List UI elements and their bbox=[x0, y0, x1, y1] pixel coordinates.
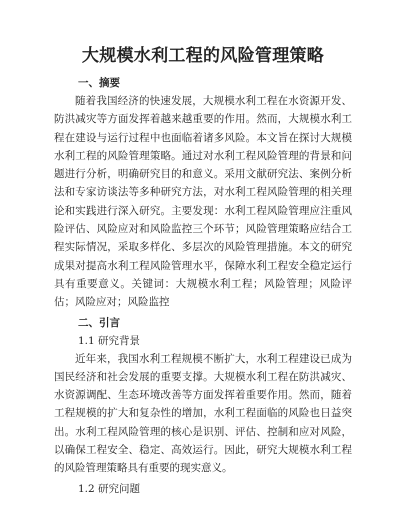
document-title: 大规模水利工程的风险管理策略 bbox=[81, 46, 325, 66]
background-heading: 1.1 研究背景 bbox=[78, 334, 141, 347]
intro-heading: 二、引言 bbox=[78, 316, 120, 329]
abstract-paragraph: 随着我国经济的快速发展，大规模水利工程在水资源开发、防洪减灾等方面发挥着越来越重要的作用。然而，大规模水利工程在建设与运行过程中也面临着诸多风险。本文旨在探讨大规模水利工程的风险管理策略。通过对水利工程风险管理的背景和问题进行分析，明确研究目的和意义。采用文献研究法、案例分析法和专家访谈法等多种研究方法，对水利工程风险管理的相关理论和实践进行深入研究。主要发现：水利工程风险管理应注重风险评估、风险应对和风险监控三个环节；风险管理策略应结合工程实际情况，采取多样化、多层次的风险管理措施。本文的研究成果对提高水利工程风险管理水平，保障水利工程安全稳定运行具有重要意义。关键词：大规模水利工程；风险管理；风险评估；风险应对；风险监控 bbox=[54, 95, 352, 309]
background-paragraph: 近年来，我国水利工程规模不断扩大，水利工程建设已成为国民经济和社会发展的重要支撑。大规模水利工程在防洪减灾、水资源调配、生态环境改善等方面发挥着重要作用。然而，随着工程规模的扩大和复杂性的增加，水利工程面临的风险也日益突出。水利工程风险管理的核心是识别、评估、控制和应对风险，以确保工程安全、稳定、高效运行。因此，研究大规模水利工程的风险管理策略具有重要的现实意义。 bbox=[54, 352, 352, 475]
research-question-heading: 1.2 研究问题 bbox=[78, 482, 141, 495]
abstract-heading: 一、摘要 bbox=[78, 77, 120, 89]
